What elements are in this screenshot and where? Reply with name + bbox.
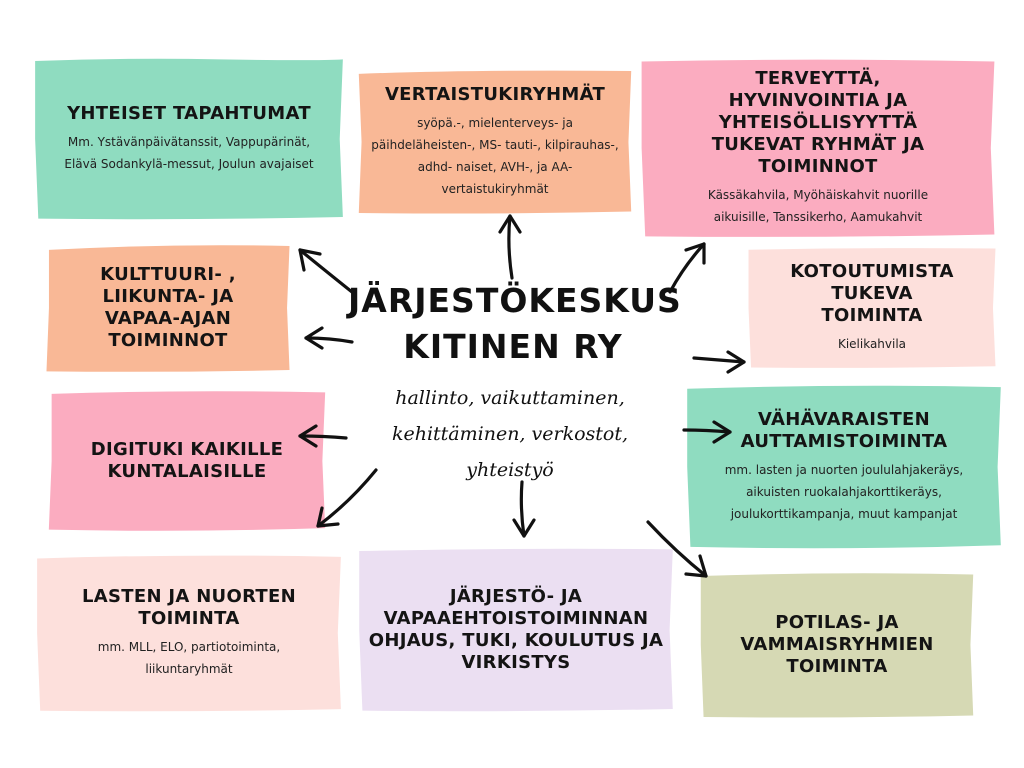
arrow-to-kotoutuminen bbox=[694, 352, 744, 372]
center-title-line1: JÄRJESTÖKESKUS bbox=[348, 281, 682, 320]
arrow-to-yhteiset bbox=[300, 250, 352, 292]
card-title: YHTEISET TAPAHTUMAT bbox=[67, 103, 311, 124]
card-description: mm. lasten ja nuorten joululahjakeräys, aikuisten ruokalahjakorttikeräys, joulukorttikampanja, muut kampanjat bbox=[724, 463, 964, 521]
card-title: JÄRJESTÖ- JA VAPAAEHTOISTOIMINNAN OHJAUS, TUKI, KOULUTUS JA VIRKISTYS bbox=[368, 586, 664, 673]
card-title: KOTOUTUMISTA TUKEVA TOIMINTA bbox=[790, 261, 954, 326]
center-title-line2: KITINEN RY bbox=[403, 327, 623, 366]
card-kotoutumista-tukeva bbox=[746, 246, 998, 370]
card-title: KULTTUURI- , LIIKUNTA- JA VAPAA-AJAN TOIMINNOT bbox=[100, 264, 236, 351]
card-jarjesto-ja-vapaaehtois bbox=[356, 546, 676, 714]
card-title: DIGITUKI KAIKILLE KUNTALAISILLE bbox=[90, 439, 284, 482]
card-description: syöpä.-, mielenterveys- ja päihdeläheisten-, MS- tauti-, kilpirauhas-, adhd- naiset, AVH-, ja AA- vertaistukiryhmät bbox=[371, 116, 619, 196]
card-potilas-ja-vammaisryhmat bbox=[698, 570, 976, 720]
card-lasten-ja-nuorten bbox=[34, 552, 344, 714]
card-terveytta-hyvinvointia bbox=[638, 56, 998, 240]
card-digituki bbox=[46, 388, 328, 534]
card-title: LASTEN JA NUORTEN TOIMINTA bbox=[82, 586, 296, 629]
card-description: mm. MLL, ELO, partiotoiminta, liikuntaryhmät bbox=[97, 640, 281, 676]
card-vertaistukiryhmat bbox=[356, 68, 634, 216]
card-title: TERVEYTTÄ, HYVINVOINTIA JA YHTEISÖLLISYYTTÄ TUKEVAT RYHMÄT JA TOIMINNOT bbox=[711, 68, 925, 177]
card-title: VÄHÄVARAISTEN AUTTAMISTOIMINTA bbox=[740, 409, 948, 452]
card-title: POTILAS- JA VAMMAISRYHMIEN TOIMINTA bbox=[740, 612, 934, 677]
arrow-to-jarjesto bbox=[514, 482, 534, 536]
card-description: Kielikahvila bbox=[837, 337, 907, 351]
card-vahavaraisten-auttaminen bbox=[684, 382, 1004, 552]
card-title: VERTAISTUKIRYHMÄT bbox=[384, 84, 606, 105]
center-subtitle: hallinto, vaikuttaminen, kehittäminen, verkostot, yhteistyö bbox=[391, 387, 629, 481]
card-description: Kässäkahvila, Myöhäiskahvit nuorille aikuisille, Tanssikerho, Aamukahvit bbox=[707, 188, 929, 224]
arrow-to-kulttuuri bbox=[306, 328, 352, 348]
card-kulttuuri-liikunta bbox=[44, 242, 292, 374]
card-yhteiset-tapahtumat bbox=[32, 56, 346, 222]
arrow-to-vertaistuki bbox=[500, 216, 520, 278]
card-description: Mm. Ystävänpäivätanssit, Vappupärinät, Elävä Sodankylä-messut, Joulun avajaiset bbox=[64, 135, 314, 171]
center-title bbox=[348, 278, 682, 370]
